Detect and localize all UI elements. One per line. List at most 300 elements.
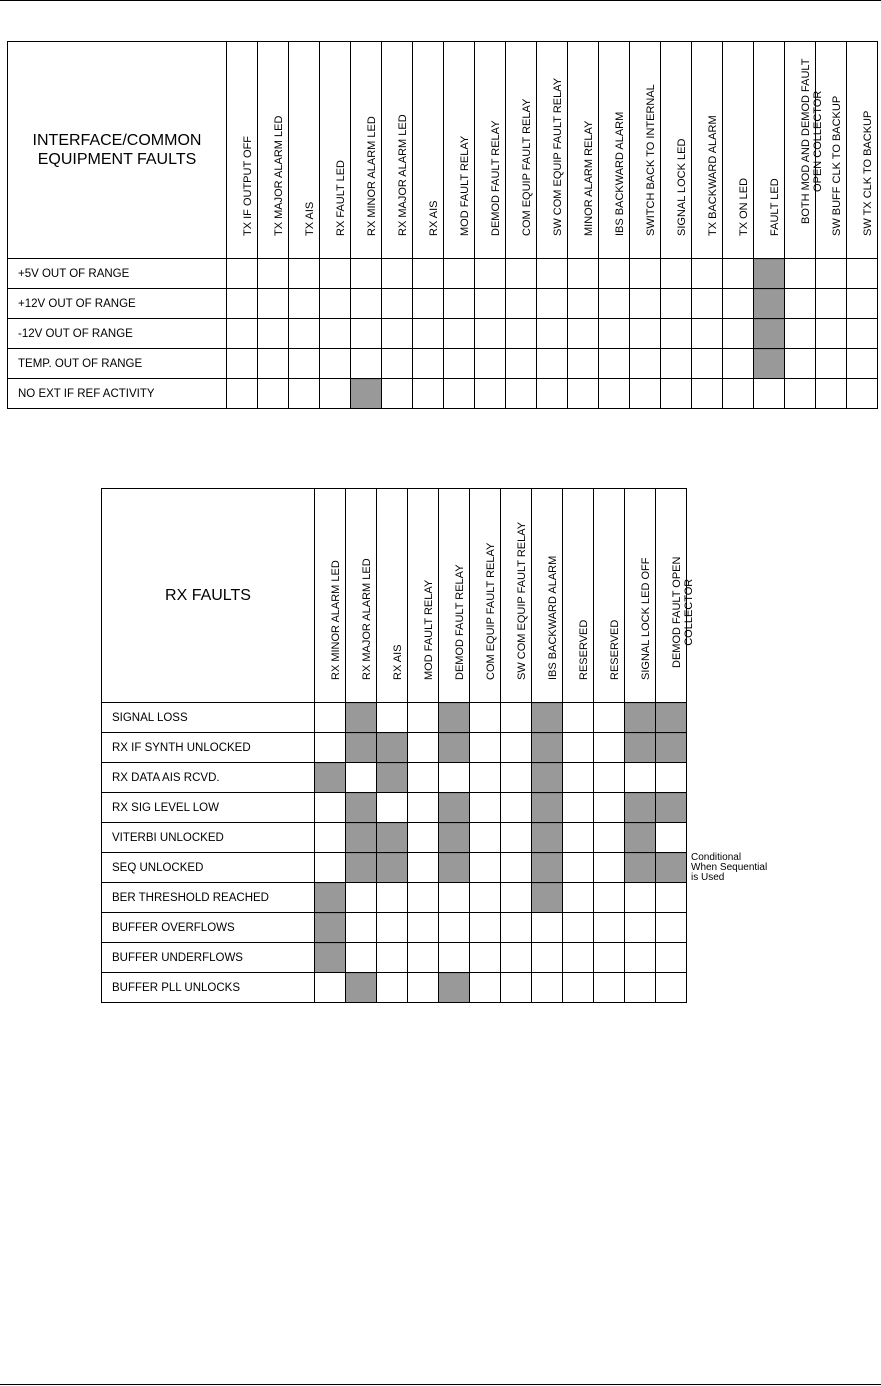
empty-cell xyxy=(470,763,501,793)
column-header-tx-on-led xyxy=(723,42,754,259)
empty-cell xyxy=(785,349,816,379)
empty-cell xyxy=(537,319,568,349)
empty-cell xyxy=(408,853,439,883)
rx-faults-table xyxy=(101,488,695,1003)
column-header-minor-alarm-relay xyxy=(568,42,599,259)
empty-cell xyxy=(506,259,537,289)
empty-cell xyxy=(816,289,847,319)
empty-cell xyxy=(661,319,692,349)
table-row xyxy=(8,289,878,319)
shaded-cell xyxy=(346,823,377,853)
empty-cell xyxy=(537,259,568,289)
column-header-label: SIGNAL LOCK LED xyxy=(676,138,688,236)
empty-cell xyxy=(599,379,630,409)
empty-cell xyxy=(377,913,408,943)
column-header-label: COM EQUIP FAULT RELAY xyxy=(521,98,533,236)
shaded-cell xyxy=(315,943,346,973)
column-header-label: RX MAJOR ALARM LED xyxy=(397,114,409,236)
column-header-tx-major-alarm-led xyxy=(258,42,289,259)
shaded-cell xyxy=(625,703,656,733)
empty-cell xyxy=(501,703,532,733)
column-header-rx-minor-alarm-led xyxy=(351,42,382,259)
column-header-signal-lock-led-off xyxy=(625,489,656,703)
empty-cell xyxy=(563,733,594,763)
empty-cell xyxy=(382,379,413,409)
empty-cell xyxy=(656,763,687,793)
column-header-com-equip-fault-relay xyxy=(470,489,501,703)
empty-cell xyxy=(723,349,754,379)
empty-cell xyxy=(501,913,532,943)
column-header-rx-ais xyxy=(413,42,444,259)
empty-cell xyxy=(346,883,377,913)
empty-cell xyxy=(413,379,444,409)
table-row xyxy=(8,379,878,409)
shaded-cell xyxy=(439,793,470,823)
empty-cell xyxy=(475,319,506,349)
shaded-cell xyxy=(377,853,408,883)
bottom-rule xyxy=(0,1384,881,1385)
empty-cell xyxy=(594,943,625,973)
column-header-tx-ais xyxy=(289,42,320,259)
column-header-rx-fault-led xyxy=(320,42,351,259)
column-header-label: TX BACKWARD ALARM xyxy=(707,115,719,236)
empty-cell xyxy=(816,319,847,349)
empty-cell xyxy=(351,349,382,379)
row-label: RX IF SYNTH UNLOCKED xyxy=(102,733,315,763)
empty-cell xyxy=(692,319,723,349)
empty-cell xyxy=(413,349,444,379)
table-row xyxy=(8,319,878,349)
empty-cell xyxy=(470,733,501,763)
table-row xyxy=(8,349,878,379)
empty-cell xyxy=(501,943,532,973)
column-header-switch-back-to-internal xyxy=(630,42,661,259)
column-header-fault-led xyxy=(754,42,785,259)
empty-cell xyxy=(501,853,532,883)
empty-cell xyxy=(692,259,723,289)
shaded-cell xyxy=(532,823,563,853)
empty-cell xyxy=(475,289,506,319)
shaded-cell xyxy=(439,733,470,763)
empty-cell xyxy=(382,349,413,379)
empty-cell xyxy=(444,319,475,349)
empty-cell xyxy=(599,289,630,319)
column-header-label: TX IF OUTPUT OFF xyxy=(242,135,254,236)
column-header-label: IBS BACKWARD ALARM xyxy=(547,555,559,680)
shaded-cell xyxy=(532,853,563,883)
empty-cell xyxy=(563,823,594,853)
empty-cell xyxy=(563,763,594,793)
empty-cell xyxy=(661,289,692,319)
table-row xyxy=(102,883,687,913)
interface-common-equipment-faults-table xyxy=(7,41,878,409)
shaded-cell xyxy=(315,883,346,913)
empty-cell xyxy=(346,913,377,943)
empty-cell xyxy=(754,379,785,409)
column-header-rx-major-alarm-led xyxy=(346,489,377,703)
shaded-cell xyxy=(656,703,687,733)
empty-cell xyxy=(227,259,258,289)
empty-cell xyxy=(656,823,687,853)
empty-cell xyxy=(785,289,816,319)
empty-cell xyxy=(320,289,351,319)
empty-cell xyxy=(444,289,475,319)
empty-cell xyxy=(501,763,532,793)
empty-cell xyxy=(532,943,563,973)
empty-cell xyxy=(847,259,878,289)
empty-cell xyxy=(439,913,470,943)
empty-cell xyxy=(346,943,377,973)
empty-cell xyxy=(315,733,346,763)
empty-cell xyxy=(563,793,594,823)
empty-cell xyxy=(444,259,475,289)
shaded-cell xyxy=(532,883,563,913)
empty-cell xyxy=(594,973,625,1003)
empty-cell xyxy=(501,793,532,823)
empty-cell xyxy=(351,289,382,319)
column-header-label: MINOR ALARM RELAY xyxy=(583,120,595,236)
column-header-reserved xyxy=(563,489,594,703)
empty-cell xyxy=(377,973,408,1003)
empty-cell xyxy=(413,319,444,349)
column-header-label: RX MAJOR ALARM LED xyxy=(361,558,373,680)
column-header-label: SW BUFF CLK TO BACKUP xyxy=(831,95,843,236)
empty-cell xyxy=(470,703,501,733)
empty-cell xyxy=(723,379,754,409)
empty-cell xyxy=(470,793,501,823)
empty-cell xyxy=(501,823,532,853)
shaded-cell xyxy=(377,823,408,853)
column-header-label: SIGNAL LOCK LED OFF xyxy=(640,557,652,680)
column-header-demod-fault-relay xyxy=(439,489,470,703)
empty-cell xyxy=(630,289,661,319)
column-header-label: MOD FAULT RELAY xyxy=(459,135,471,236)
empty-cell xyxy=(594,853,625,883)
empty-cell xyxy=(785,379,816,409)
shaded-cell xyxy=(346,793,377,823)
empty-cell xyxy=(692,289,723,319)
empty-cell xyxy=(320,319,351,349)
shaded-cell xyxy=(625,733,656,763)
empty-cell xyxy=(537,379,568,409)
empty-cell xyxy=(506,289,537,319)
empty-cell xyxy=(847,379,878,409)
empty-cell xyxy=(289,259,320,289)
empty-cell xyxy=(315,793,346,823)
empty-cell xyxy=(501,973,532,1003)
empty-cell xyxy=(594,913,625,943)
shaded-cell xyxy=(656,733,687,763)
column-header-label: SWITCH BACK TO INTERNAL xyxy=(645,84,657,236)
row-label: RX DATA AIS RCVD. xyxy=(102,763,315,793)
empty-cell xyxy=(377,703,408,733)
shaded-cell xyxy=(625,853,656,883)
table-title: RX FAULTS xyxy=(102,489,315,703)
column-header-ibs-backward-alarm xyxy=(532,489,563,703)
empty-cell xyxy=(594,883,625,913)
row-label: TEMP. OUT OF RANGE xyxy=(8,349,227,379)
empty-cell xyxy=(351,259,382,289)
empty-cell xyxy=(439,943,470,973)
empty-cell xyxy=(723,319,754,349)
table-row xyxy=(102,703,687,733)
row-label: +5V OUT OF RANGE xyxy=(8,259,227,289)
empty-cell xyxy=(568,379,599,409)
shaded-cell xyxy=(754,289,785,319)
empty-cell xyxy=(444,349,475,379)
table-row xyxy=(102,853,687,883)
empty-cell xyxy=(258,259,289,289)
shaded-cell xyxy=(532,793,563,823)
row-label: BUFFER UNDERFLOWS xyxy=(102,943,315,973)
column-header-mod-fault-relay xyxy=(444,42,475,259)
empty-cell xyxy=(594,793,625,823)
column-header-demod-fault-open-collector xyxy=(656,489,695,703)
empty-cell xyxy=(723,289,754,319)
empty-cell xyxy=(346,763,377,793)
column-header-label: TX MAJOR ALARM LED xyxy=(273,115,285,236)
header-row xyxy=(102,489,687,703)
empty-cell xyxy=(568,259,599,289)
shaded-cell xyxy=(754,319,785,349)
shaded-cell xyxy=(439,973,470,1003)
empty-cell xyxy=(594,823,625,853)
shaded-cell xyxy=(625,823,656,853)
empty-cell xyxy=(351,319,382,349)
empty-cell xyxy=(439,763,470,793)
row-label: VITERBI UNLOCKED xyxy=(102,823,315,853)
row-label: +12V OUT OF RANGE xyxy=(8,289,227,319)
shaded-cell xyxy=(439,853,470,883)
column-header-label: SW TX CLK TO BACKUP xyxy=(862,110,874,236)
empty-cell xyxy=(444,379,475,409)
column-header-label: RESERVED xyxy=(609,619,621,680)
empty-cell xyxy=(439,883,470,913)
column-header-label: FAULT LED xyxy=(769,178,781,236)
empty-cell xyxy=(661,259,692,289)
empty-cell xyxy=(847,289,878,319)
empty-cell xyxy=(847,349,878,379)
shaded-cell xyxy=(532,703,563,733)
empty-cell xyxy=(568,349,599,379)
row-label: BUFFER PLL UNLOCKS xyxy=(102,973,315,1003)
empty-cell xyxy=(816,349,847,379)
empty-cell xyxy=(625,883,656,913)
column-header-mod-fault-relay xyxy=(408,489,439,703)
empty-cell xyxy=(289,349,320,379)
table-row xyxy=(102,943,687,973)
sequential-conditional-note: Conditional When Sequential is Used xyxy=(691,852,768,883)
empty-cell xyxy=(594,703,625,733)
empty-cell xyxy=(413,289,444,319)
shaded-cell xyxy=(754,259,785,289)
empty-cell xyxy=(227,319,258,349)
empty-cell xyxy=(315,853,346,883)
empty-cell xyxy=(315,973,346,1003)
shaded-cell xyxy=(346,703,377,733)
shaded-cell xyxy=(346,973,377,1003)
empty-cell xyxy=(785,259,816,289)
column-header-label: BOTH MOD AND DEMOD FAULT OPEN COLLECTOR xyxy=(800,58,824,224)
empty-cell xyxy=(563,973,594,1003)
shaded-cell xyxy=(532,733,563,763)
empty-cell xyxy=(382,289,413,319)
empty-cell xyxy=(568,289,599,319)
shaded-cell xyxy=(346,853,377,883)
empty-cell xyxy=(506,379,537,409)
empty-cell xyxy=(630,379,661,409)
empty-cell xyxy=(563,913,594,943)
column-header-label: RX MINOR ALARM LED xyxy=(330,560,342,680)
empty-cell xyxy=(563,883,594,913)
empty-cell xyxy=(470,853,501,883)
column-header-sw-com-equip-fault-relay xyxy=(501,489,532,703)
column-header-label: RX FAULT LED xyxy=(335,159,347,236)
empty-cell xyxy=(475,379,506,409)
column-header-label: TX AIS xyxy=(304,201,316,236)
empty-cell xyxy=(470,883,501,913)
column-header-sw-com-equip-fault-relay xyxy=(537,42,568,259)
empty-cell xyxy=(408,883,439,913)
empty-cell xyxy=(475,259,506,289)
column-header-label: MOD FAULT RELAY xyxy=(423,579,435,680)
column-header-label: COM EQUIP FAULT RELAY xyxy=(485,542,497,680)
empty-cell xyxy=(408,793,439,823)
empty-cell xyxy=(656,943,687,973)
empty-cell xyxy=(661,379,692,409)
empty-cell xyxy=(625,763,656,793)
column-header-ibs-backward-alarm xyxy=(599,42,630,259)
empty-cell xyxy=(599,349,630,379)
empty-cell xyxy=(661,349,692,379)
empty-cell xyxy=(563,943,594,973)
table-row xyxy=(102,973,687,1003)
empty-cell xyxy=(382,319,413,349)
empty-cell xyxy=(408,733,439,763)
top-rule xyxy=(0,0,881,1)
table-row xyxy=(8,259,878,289)
empty-cell xyxy=(413,259,444,289)
empty-cell xyxy=(377,943,408,973)
empty-cell xyxy=(408,913,439,943)
row-label: NO EXT IF REF ACTIVITY xyxy=(8,379,227,409)
empty-cell xyxy=(227,379,258,409)
empty-cell xyxy=(656,973,687,1003)
shaded-cell xyxy=(377,763,408,793)
column-header-sw-buff-clk-to-backup xyxy=(816,42,847,259)
column-header-label: SW COM EQUIP FAULT RELAY xyxy=(516,521,528,680)
empty-cell xyxy=(408,943,439,973)
empty-cell xyxy=(537,349,568,379)
empty-cell xyxy=(258,349,289,379)
empty-cell xyxy=(289,289,320,319)
row-label: -12V OUT OF RANGE xyxy=(8,319,227,349)
empty-cell xyxy=(532,973,563,1003)
column-header-label: IBS BACKWARD ALARM xyxy=(614,111,626,236)
empty-cell xyxy=(656,883,687,913)
empty-cell xyxy=(599,319,630,349)
empty-cell xyxy=(630,349,661,379)
empty-cell xyxy=(470,973,501,1003)
shaded-cell xyxy=(625,793,656,823)
column-header-both-mod-and-demod-fault-open-collector xyxy=(785,42,824,259)
empty-cell xyxy=(470,823,501,853)
empty-cell xyxy=(785,319,816,349)
empty-cell xyxy=(470,943,501,973)
empty-cell xyxy=(315,703,346,733)
empty-cell xyxy=(377,883,408,913)
column-header-tx-if-output-off xyxy=(227,42,258,259)
column-header-tx-backward-alarm xyxy=(692,42,723,259)
row-label: SEQ UNLOCKED xyxy=(102,853,315,883)
empty-cell xyxy=(594,733,625,763)
empty-cell xyxy=(408,703,439,733)
table-row xyxy=(102,823,687,853)
empty-cell xyxy=(816,379,847,409)
empty-cell xyxy=(506,319,537,349)
shaded-cell xyxy=(439,703,470,733)
shaded-cell xyxy=(346,733,377,763)
empty-cell xyxy=(320,349,351,379)
empty-cell xyxy=(408,823,439,853)
shaded-cell xyxy=(656,793,687,823)
row-label: RX SIG LEVEL LOW xyxy=(102,793,315,823)
column-header-sw-tx-clk-to-backup xyxy=(847,42,878,259)
column-header-label: RX AIS xyxy=(392,644,404,680)
column-header-label: RESERVED xyxy=(578,619,590,680)
empty-cell xyxy=(563,703,594,733)
empty-cell xyxy=(568,319,599,349)
empty-cell xyxy=(320,379,351,409)
empty-cell xyxy=(599,259,630,289)
table-row xyxy=(102,793,687,823)
empty-cell xyxy=(847,319,878,349)
column-header-label: DEMOD FAULT RELAY xyxy=(454,564,466,680)
table-row xyxy=(102,913,687,943)
empty-cell xyxy=(258,379,289,409)
shaded-cell xyxy=(656,853,687,883)
column-header-reserved xyxy=(594,489,625,703)
empty-cell xyxy=(630,319,661,349)
empty-cell xyxy=(656,913,687,943)
empty-cell xyxy=(625,973,656,1003)
column-header-label: DEMOD FAULT OPEN COLLECTOR xyxy=(671,556,695,668)
shaded-cell xyxy=(351,379,382,409)
empty-cell xyxy=(723,259,754,289)
empty-cell xyxy=(408,973,439,1003)
empty-cell xyxy=(258,319,289,349)
empty-cell xyxy=(563,853,594,883)
shaded-cell xyxy=(754,349,785,379)
row-label: BUFFER OVERFLOWS xyxy=(102,913,315,943)
column-header-rx-ais xyxy=(377,489,408,703)
shaded-cell xyxy=(315,913,346,943)
column-header-demod-fault-relay xyxy=(475,42,506,259)
empty-cell xyxy=(537,289,568,319)
empty-cell xyxy=(625,913,656,943)
empty-cell xyxy=(594,763,625,793)
empty-cell xyxy=(816,259,847,289)
empty-cell xyxy=(501,883,532,913)
empty-cell xyxy=(692,379,723,409)
empty-cell xyxy=(377,793,408,823)
empty-cell xyxy=(289,319,320,349)
empty-cell xyxy=(258,289,289,319)
shaded-cell xyxy=(532,763,563,793)
column-header-com-equip-fault-relay xyxy=(506,42,537,259)
column-header-label: RX MINOR ALARM LED xyxy=(366,116,378,236)
table-row xyxy=(102,733,687,763)
